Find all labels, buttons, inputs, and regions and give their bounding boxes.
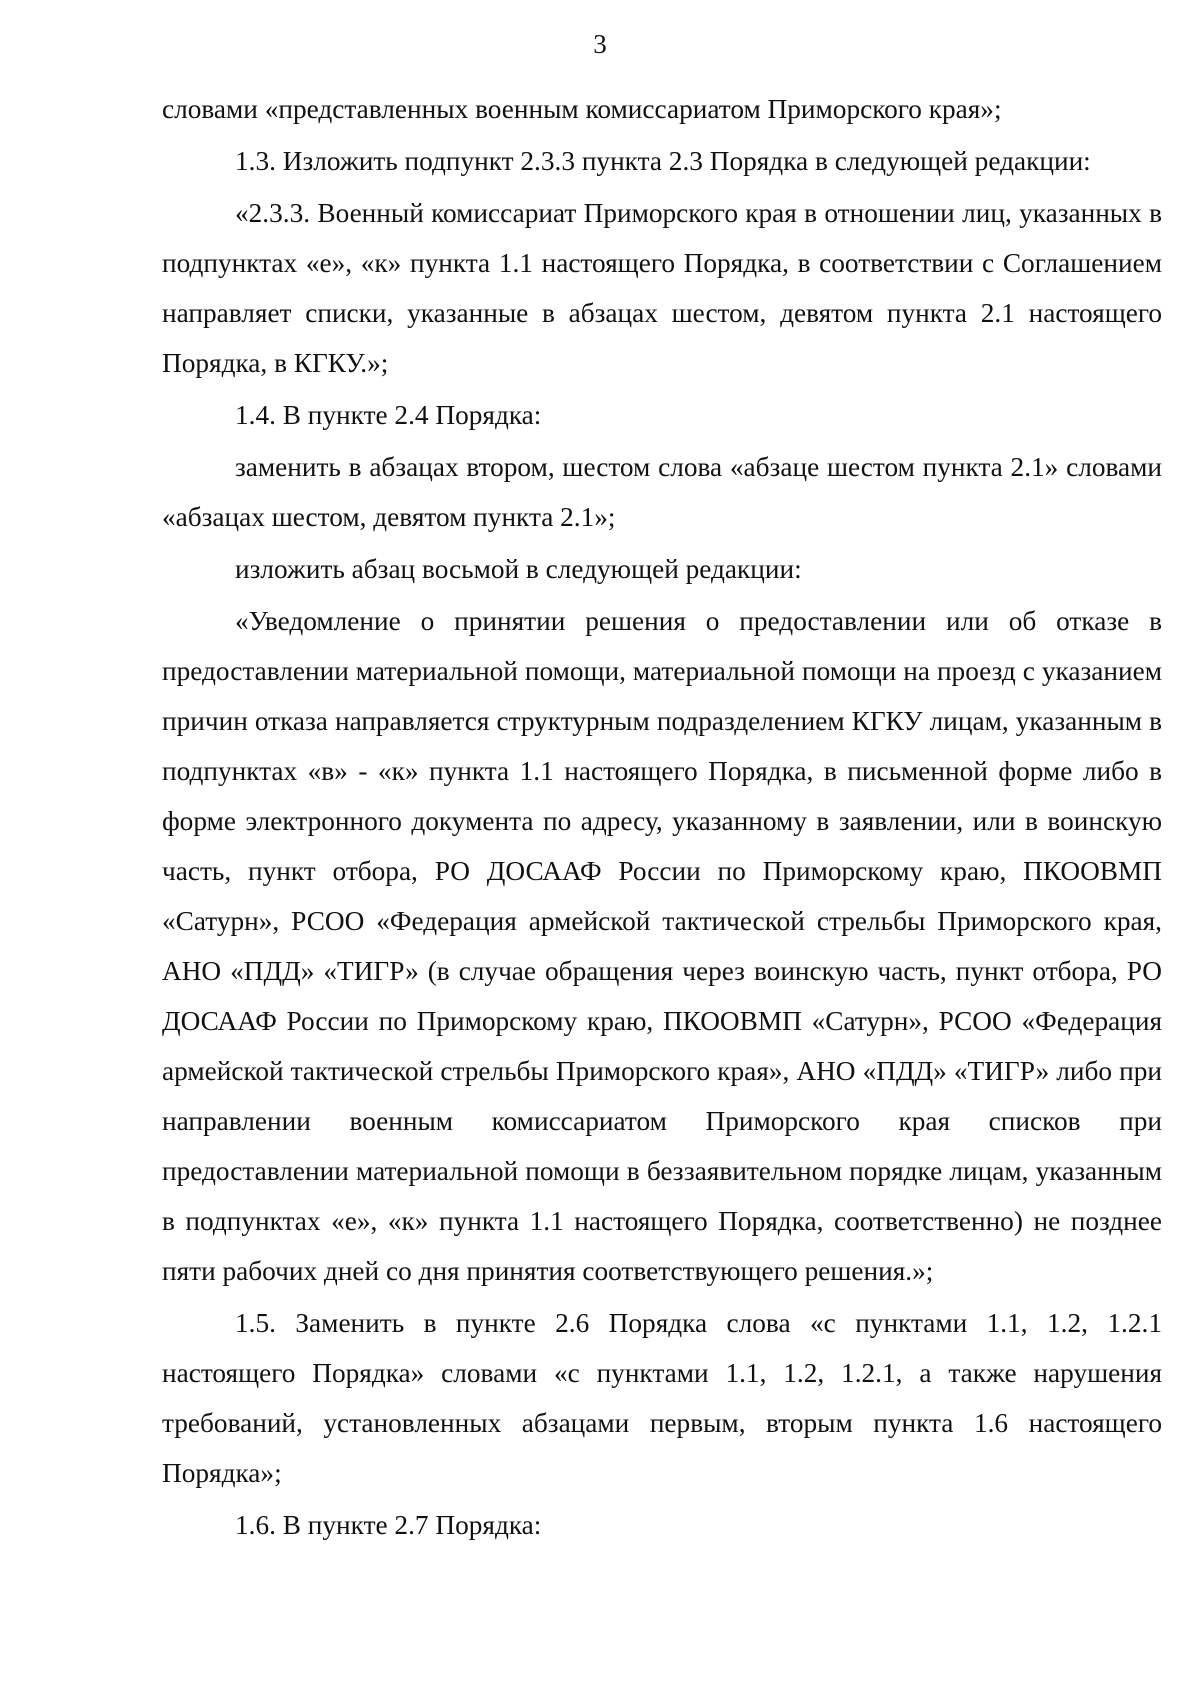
paragraph-item-1-5: 1.5. Заменить в пункте 2.6 Порядка слова «с пунктами 1.1, 1.2, 1.2.1 настоящего Порядка» словами «с пунктами 1.1, 1.2, 1.2.1, а также нарушения требований, установленных абзацами первым, вторым пункта 1.6 настоящего Порядка»; [162,1308,1162,1488]
paragraph-item-1-6: 1.6. В пункте 2.7 Порядка: [235,1510,542,1540]
paragraph-restate-instruction: изложить абзац восьмой в следующей редакции: [235,554,802,584]
paragraph-notification-quote: «Уведомление о принятии решения о предоставлении или об отказе в предоставлении материальной помощи, материальной помощи на проезд с указанием причин отказа направляется структурным подразделением КГКУ лицам, указанным в подпунктах «в» - «к» пункта 1.1 настоящего Порядка, в письменной форме либо в форме электронного документа по адресу, указанному в заявлении, или в воинскую часть, пункт отбора, РО ДОСААФ России по Приморскому краю, ПКООВМП «Сатурн», РСОО «Федерация армейской тактической стрельбы Приморского края, АНО «ПДД» «ТИГР» (в случае обращения через воинскую часть, пункт отбора, РО ДОСААФ России по Приморскому краю, ПКООВМП «Сатурн», РСОО «Федерация армейской тактической стрельбы Приморского края», АНО «ПДД» «ТИГР» либо при направлении военным комиссариатом Приморского края списков при предоставлении материальной помощи в беззаявительном порядке лицам, указанным в подпунктах «е», «к» пункта 1.1 настоящего Порядка, соответственно) не позднее пяти рабочих дней со дня принятия соответствующего решения.»; [162,606,1162,1286]
paragraph-quote-2-3-3: «2.3.3. Военный комиссариат Приморского края в отношении лиц, указанных в подпунктах «е», «к» пункта 1.1 настоящего Порядка, в соответствии с Соглашением направляет списки, указанные в абзацах шестом, девятом пункта 2.1 настоящего Порядка, в КГКУ.»; [162,198,1162,378]
paragraph-replace-instruction: заменить в абзацах втором, шестом слова «абзаце шестом пункта 2.1» словами «абзацах шестом, девятом пункта 2.1»; [162,452,1162,532]
page-number: 3 [593,29,607,59]
paragraph-continuation: словами «представленных военным комиссариатом Приморского края»; [162,94,1002,124]
document-body [162,84,1162,1550]
paragraph-item-1-4: 1.4. В пункте 2.4 Порядка: [235,400,542,430]
paragraph-item-1-3: 1.3. Изложить подпункт 2.3.3 пункта 2.3 Порядка в следующей редакции: [235,146,1091,176]
